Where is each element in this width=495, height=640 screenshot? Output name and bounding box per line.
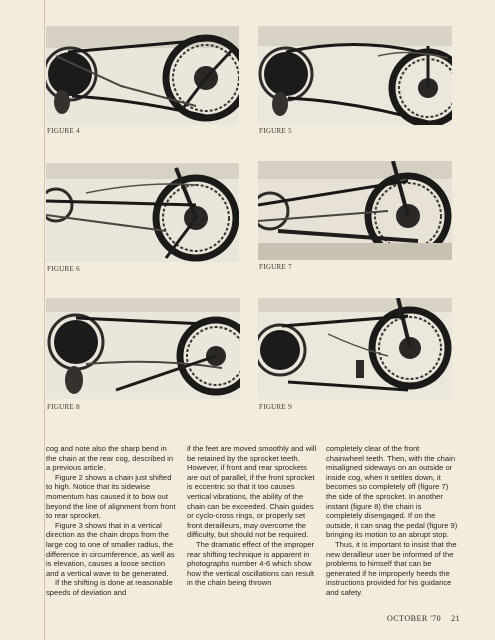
article-column-1 <box>46 444 178 598</box>
page-number: 21 <box>451 614 461 623</box>
figure-7-photo <box>258 161 452 260</box>
figure-8-photo <box>46 298 240 399</box>
page-margin-rule <box>44 0 45 640</box>
article-column-2 <box>187 444 319 588</box>
figure-9-caption: FIGURE 9 <box>259 403 292 411</box>
figure-4-caption: FIGURE 4 <box>47 127 80 135</box>
figure-5-caption: FIGURE 5 <box>259 127 292 135</box>
paragraph: cog and note also the sharp bend in the chain at the rear cog, described in a previous article. <box>46 444 174 473</box>
figure-5-photo <box>258 26 452 125</box>
paragraph: completely clear of the front chainwheel teeth. Then, with the chain misaligned sideways on an outside or inside cog, when it settles down, it becomes so completely off (figure 7) the side of the sprocket. In another instant (figure 8) the chain is completely disengaged. If on the outside, it can snag the pedal (figure 9) bringing its motion to an abrupt stop. <box>326 444 458 540</box>
figure-4-photo <box>46 26 239 125</box>
figure-8-caption: FIGURE 8 <box>47 403 80 411</box>
figure-6-photo <box>46 163 239 262</box>
figure-7-caption: FIGURE 7 <box>259 263 292 271</box>
issue-date: OCTOBER '70 <box>387 614 442 623</box>
page-footer <box>387 614 460 623</box>
figure-6-caption: FIGURE 6 <box>47 265 80 273</box>
paragraph: If the shifting is done at reasonable speeds of deviation and <box>46 578 173 597</box>
paragraph: if the feet are moved smoothly and will be retained by the sprocket teeth. However, if front and rear sprockets are out of parallel, if the front sprocket is eccentric so that it too causes vertical vibrations, the ability of the chain can be exceeded. Chain guides or cyclo-cross rings, or properly set front derailleurs, may overcome the difficulty, but should not be required. <box>187 444 317 540</box>
paragraph: Figure 2 shows a chain just shifted to high. Notice that its sidewise momentum has caused it to bow out beyond the line of alignment from front to rear sprocket. <box>46 472 176 521</box>
paragraph: Figure 3 shows that in a vertical direction as the chain drops from the large cog to one of smaller radius, the difference in circumference, as well as is elevation, causes a loose section and a vertical wave to be generated. <box>46 520 175 578</box>
article-column-3 <box>326 444 458 598</box>
paragraph: Thus, it is important to insist that the new derailleur user be informed of the problems to himself that can be generated if he improperly heeds the instructions provided for his guidance and safety. <box>326 539 457 597</box>
figure-9-photo <box>258 298 452 399</box>
paragraph: The dramatic effect of the improper rear shifting technique is apparent in photographs number 4-6 which show how the vertical oscillations can result in the chain being thrown <box>187 539 315 588</box>
